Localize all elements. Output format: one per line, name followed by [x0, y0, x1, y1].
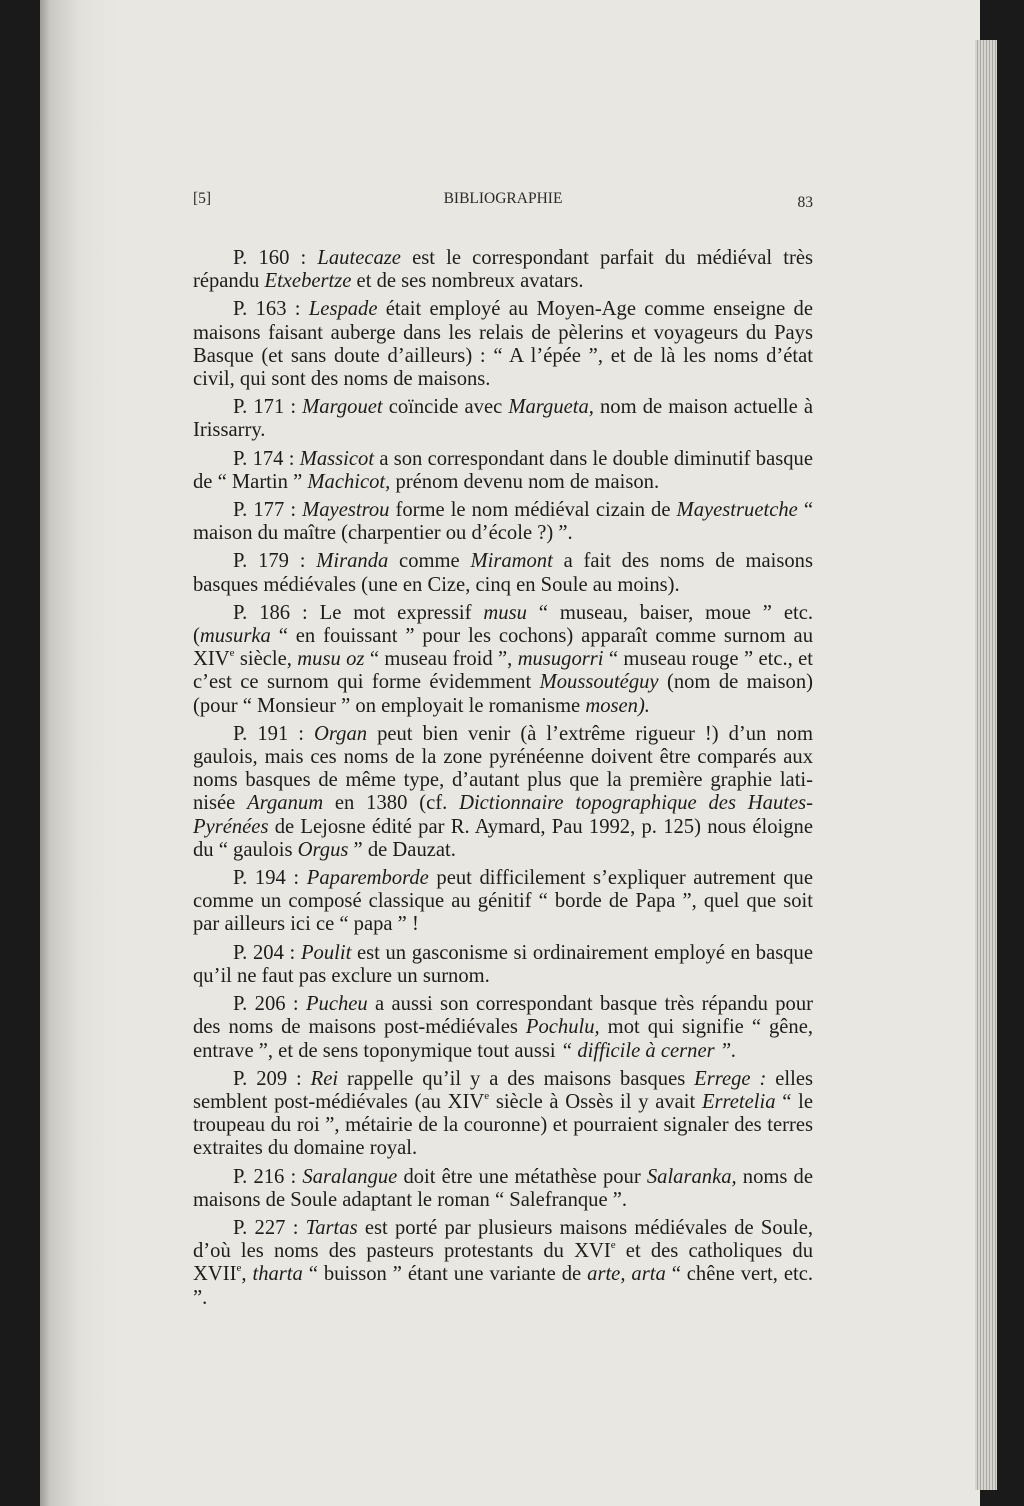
text-run: P. 171 : — [233, 396, 303, 419]
text-run: est le correspondant parfait du médiéval très répandu — [193, 247, 813, 293]
text-run: “ le troupeau du roi ”, métairie de la couronne) et pourraient signaler des terres extraites du domaine royal. — [193, 1090, 813, 1160]
text-run: est porté par plusieurs maisons médiévales de Soule, d’où les noms des pasteurs protestants du XVI — [193, 1216, 813, 1263]
text-run: siècle à Ossès il y avait — [489, 1090, 702, 1113]
paragraph — [193, 993, 813, 1063]
text-run: “ en fouissant ” pour les cochons) apparaît comme surnom au XIV — [193, 625, 813, 671]
text-run: mot qui signifie “ gêne, entrave ”, et de sens toponymique tout aussi — [193, 1016, 813, 1062]
text-run: rappelle qu’il y a des maisons basques — [338, 1067, 695, 1090]
italic-term: Errege : — [694, 1067, 767, 1090]
italic-term: musu — [483, 601, 527, 624]
italic-term: Organ — [314, 722, 368, 745]
italic-term: tharta — [252, 1263, 303, 1286]
italic-term: Etxebertze — [264, 270, 352, 293]
superscript: e — [610, 1239, 616, 1252]
paragraph — [193, 499, 813, 545]
text-run: P. 227 : — [233, 1216, 306, 1239]
italic-term: Miramont — [470, 550, 553, 573]
text-run: peut difficilement s’expliquer autrement que comme un composé classique au génitif “ borde de Papa ”, quel que soit par ailleurs ici ce “ papa ” ! — [193, 867, 813, 936]
text-run: P. 163 : — [233, 298, 309, 321]
text-run: “ museau froid ”, — [364, 648, 518, 671]
italic-term: mosen). — [585, 694, 650, 717]
italic-term: Dictionnaire topographique des Hautes-Pyrénées — [193, 792, 814, 838]
text-run: est un gasconisme si ordinairement employé en basque qu’il ne faut pas exclure un surnom. — [193, 941, 813, 987]
paragraph — [193, 942, 813, 988]
text-run: forme le nom médiéval cizain de — [389, 499, 677, 522]
text-run: coïncide avec — [382, 396, 509, 419]
italic-term: Margueta, — [508, 396, 594, 419]
text-run: et de ses nombreux avatars. — [351, 270, 584, 293]
italic-term: Miranda — [316, 550, 389, 573]
italic-term: Rei — [310, 1067, 339, 1090]
running-header — [193, 190, 813, 214]
text-run: P. 174 : — [233, 447, 300, 470]
italic-term: Pochulu, — [525, 1016, 600, 1039]
superscript: e — [236, 1262, 242, 1275]
text-run: “ maison du maître (charpentier ou d’école ?) ”. — [193, 499, 813, 545]
italic-term: Orgus — [297, 838, 349, 861]
text-run: P. 206 : — [233, 993, 306, 1016]
text-run: P. 209 : — [233, 1067, 311, 1090]
paragraph — [193, 298, 813, 391]
superscript: e — [484, 1089, 490, 1102]
text-run: comme — [388, 550, 471, 573]
italic-term: musugorri — [517, 648, 604, 671]
paragraph — [193, 448, 813, 494]
italic-term: Moussoutéguy — [539, 671, 659, 694]
text-run: doit être une métathèse pour — [397, 1165, 647, 1188]
text-run: a fait des noms de maisons basques médiévales (une en Cize, cinq en Soule au moins). — [193, 550, 813, 596]
italic-term: Salaranka, — [646, 1165, 737, 1188]
italic-term: Poulit — [300, 941, 352, 964]
text-run: (nom de maison) (pour “ Monsieur ” on employait le romanisme — [193, 671, 814, 717]
paragraph — [193, 602, 813, 718]
text-run: “ buisson ” étant une variante de — [302, 1263, 588, 1286]
paragraph — [193, 550, 813, 596]
text-run: P. 204 : — [233, 941, 301, 964]
text-run: P. 216 : — [233, 1165, 303, 1188]
italic-term: Lespade — [308, 298, 378, 321]
text-run: siècle, — [234, 648, 298, 671]
paragraph — [193, 1217, 813, 1310]
section-number: [5] — [193, 190, 212, 207]
paragraph — [193, 1068, 813, 1161]
text-run: “ chêne vert, etc. ”. — [193, 1263, 814, 1309]
italic-term: Mayestruetche — [676, 499, 798, 522]
page-stack-edges — [975, 40, 997, 1490]
paragraph — [193, 723, 813, 862]
text-run: elles semblent post-médiévales (au XIV — [193, 1067, 813, 1113]
paragraph — [193, 396, 813, 442]
text-run: P. 186 : Le mot expressif — [233, 601, 484, 624]
text-run: et des catholiques du XVII — [193, 1240, 813, 1286]
italic-term: Massicot — [299, 447, 375, 470]
running-title: BIBLIOGRAPHIE — [443, 190, 563, 207]
text-run: de Lejosne édité par R. Aymard, Pau 1992, p. 125) nous éloigne du “ gaulois — [193, 815, 813, 861]
text-run: “ museau rouge ” etc., et c’est ce surnom qui forme évidemment — [193, 648, 813, 694]
italic-term: Margouet — [302, 396, 383, 419]
paragraph — [193, 1166, 813, 1212]
italic-term: Saralangue — [302, 1165, 398, 1188]
italic-term: Pucheu — [305, 993, 368, 1016]
text-run: a son correspondant dans le double diminutif basque de “ Martin ” — [193, 447, 813, 493]
text-run: ” de Dauzat. — [348, 838, 456, 861]
body-text — [193, 247, 813, 1315]
page-number: 83 — [797, 194, 813, 211]
text-run: prénom devenu nom de maison. — [390, 470, 660, 493]
paragraph — [193, 867, 813, 937]
italic-term: musu oz — [297, 648, 365, 671]
italic-term: musurka — [199, 625, 271, 648]
italic-term: arte, arta — [587, 1263, 666, 1286]
text-run: peut bien venir (à l’extrême rigueur !) d’un nom gaulois, mais ces noms de la zone pyrénéenne doivent être comparés aux noms basques de même type, d’autant plus que la première graphie latinisée — [193, 722, 813, 815]
italic-term: Machicot, — [307, 470, 391, 493]
text-run: nom de maison actuelle à Irissarry. — [193, 396, 813, 442]
italic-term: Erretelia — [701, 1090, 776, 1113]
italic-term: Lautecaze — [317, 247, 401, 269]
text-run: , — [241, 1263, 253, 1286]
italic-term: Paparemborde — [306, 867, 429, 890]
italic-term: Tartas — [305, 1216, 358, 1239]
text-run: P. 194 : — [233, 867, 307, 890]
text-run: “ museau, baiser, moue ” etc. ( — [193, 601, 813, 648]
text-run: P. 177 : — [233, 499, 303, 522]
text-run: a aussi son correspondant basque très répandu pour des noms de maisons post-médiévales — [193, 993, 813, 1039]
text-run: P. 191 : — [233, 722, 315, 745]
text-run: noms de maisons de Soule adaptant le roman “ Salefranque ”. — [193, 1165, 813, 1211]
superscript: e — [229, 647, 235, 660]
text-run: P. 179 : — [233, 550, 317, 573]
italic-term: Mayestrou — [302, 499, 390, 522]
italic-term: “ difficile à cerner ”. — [560, 1039, 737, 1062]
text-run: était employé au Moyen-Age comme enseigne de maisons faisant auberge dans les relais de pèlerins et voyageurs du Pays Basque (et sans doute d’ailleurs) : “ A l’épée ”, et de là les noms d’état civil, qui sont des noms de maisons. — [193, 298, 813, 391]
text-run: en 1380 (cf. — [323, 792, 460, 815]
text-run: P. 160 : — [233, 247, 318, 269]
paragraph — [193, 247, 813, 293]
italic-term: Arganum — [247, 792, 324, 815]
